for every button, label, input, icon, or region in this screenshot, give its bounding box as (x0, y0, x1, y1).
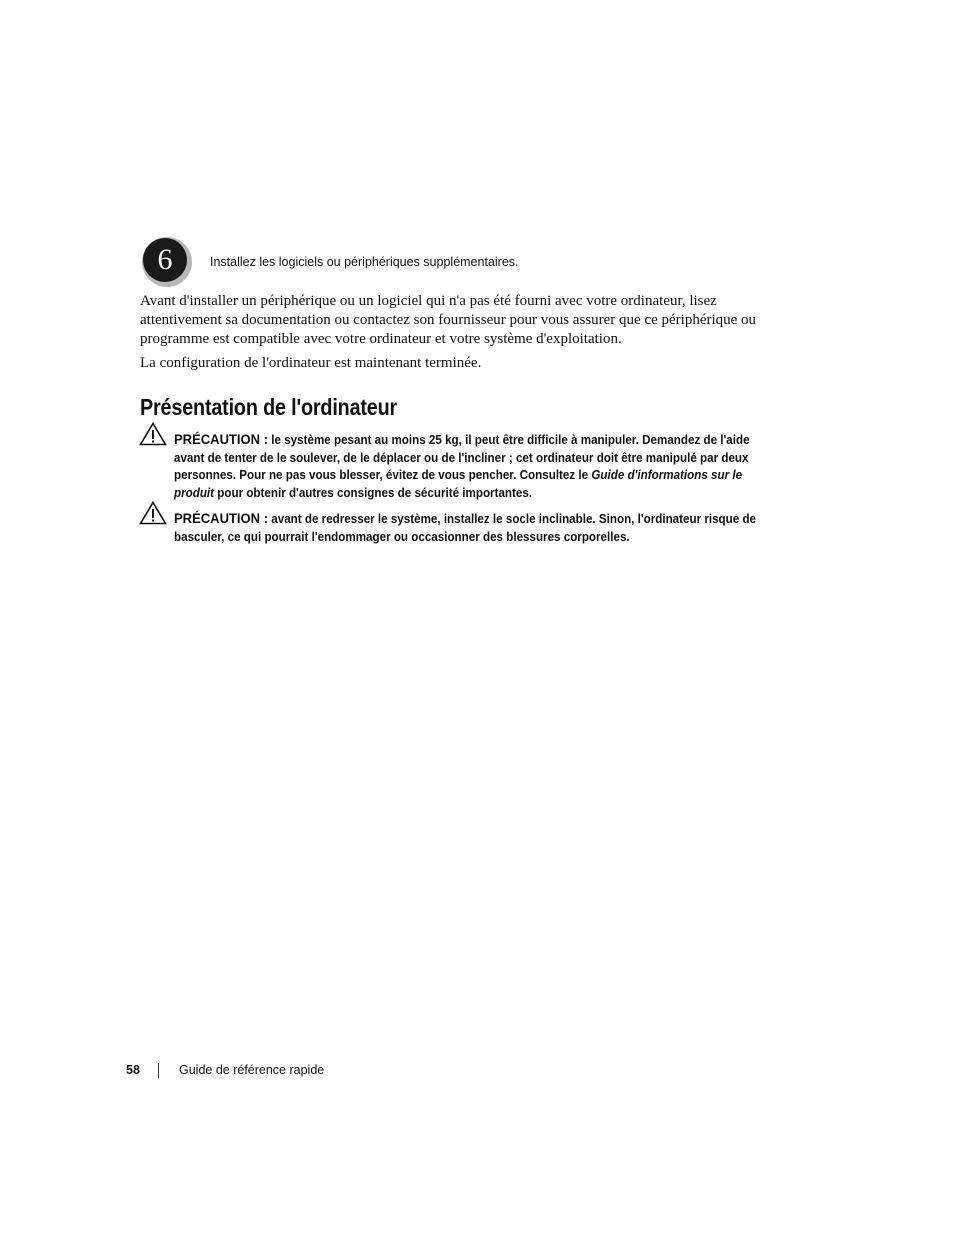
intro-paragraph: Avant d'installer un périphérique ou un logiciel qui n'a pas été fourni avec votre ordinateur, lisez attentivement sa documentation ou contactez son fournisseur pour vous assurer que ce périphérique ou programme est compatible avec votre ordinateur et votre système d'exploitation. (140, 293, 757, 347)
product-guide-reference: Guide d'informations sur le produit (174, 468, 743, 500)
step-instruction: Installez les logiciels ou périphériques supplémentaires. (210, 255, 519, 269)
step-number-badge (141, 236, 193, 288)
caution-label: PRÉCAUTION : (174, 510, 269, 526)
section-title: Présentation de l'ordinateur (140, 394, 398, 420)
page-number: 58 (126, 1063, 140, 1077)
caution-text-after: pour obtenir d'autres consignes de sécurité importantes. (217, 485, 533, 500)
completion-paragraph: La configuration de l'ordinateur est maintenant terminée. (140, 355, 482, 371)
caution-label: PRÉCAUTION : (174, 431, 269, 447)
caution-text: avant de redresser le système, installez le socle inclinable. Sinon, l'ordinateur risque de basculer, ce qui pourrait l'endommager ou occasionner des blessures corporelles. (174, 512, 757, 544)
caution-tilt (174, 510, 779, 546)
caution-weight (174, 431, 779, 502)
step-number: 6 (157, 243, 173, 276)
warning-triangle-icon (139, 501, 167, 525)
warning-triangle-icon (139, 422, 167, 446)
caution-text-before: le système pesant au moins 25 kg, il peut être difficile à manipuler. Demandez de l'aide avant de tenter de le soulever, de le déplacer ou de l'incliner ; cet ordinateur doit être manipulé par deux personnes. Pour ne pas vous blesser, évitez de vous pencher. Consultez le (174, 433, 750, 482)
footer-divider (158, 1063, 159, 1078)
footer-title: Guide de référence rapide (179, 1063, 325, 1077)
